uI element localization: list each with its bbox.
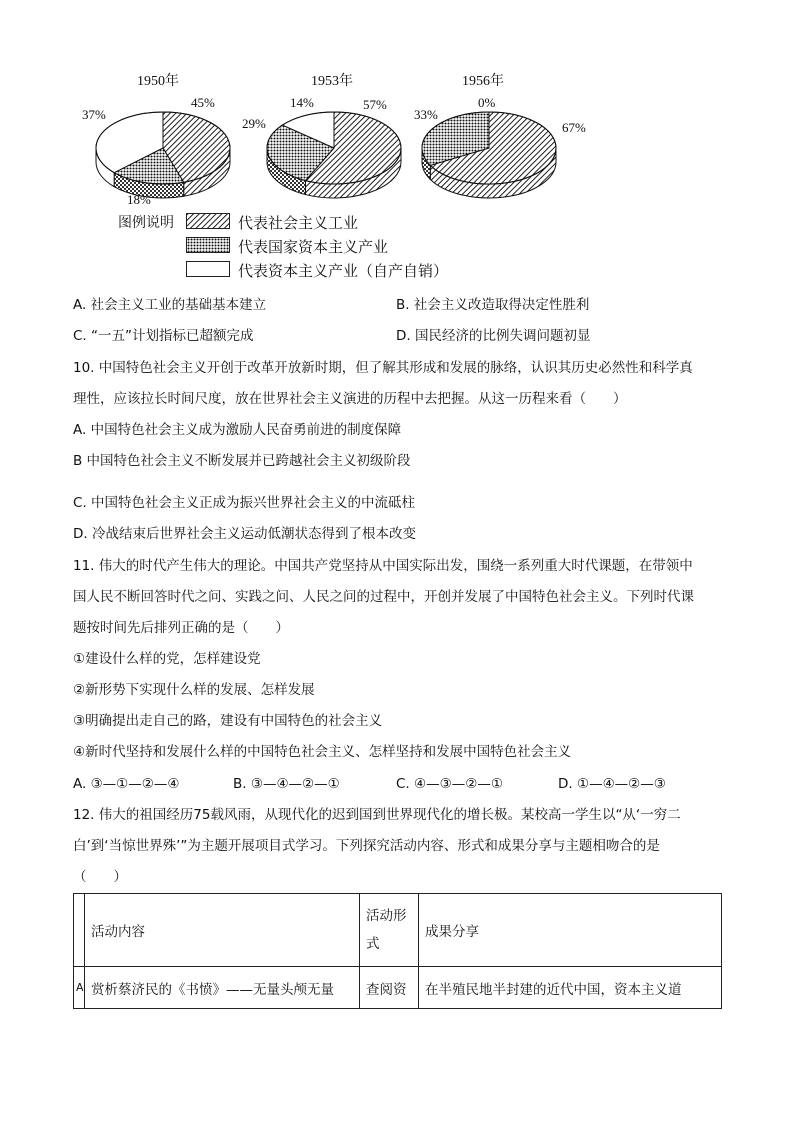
legend-swatch-diagonal	[186, 213, 230, 229]
table-cell: A	[74, 967, 85, 1009]
q9-option-d: D. 国民经济的比例失调问题初显	[396, 328, 591, 344]
pie-1950年	[96, 112, 230, 198]
table-header-cell	[74, 894, 85, 967]
pct-label-1956-capital: 0%	[478, 95, 496, 110]
legend-swatch-blank	[186, 261, 230, 277]
table-header-cell: 活动形 式	[360, 894, 419, 967]
q11-item-2: ②新形势下实现什么样的发展、怎样发展	[73, 682, 315, 698]
q11-item-4: ④新时代坚持和发展什么样的中国特色社会主义、怎样坚持和发展中国特色社会主义	[73, 744, 572, 760]
q10-stem-line-1: 10. 中国特色社会主义开创于改革开放新时期，但了解其形成和发展的脉络，认识其历史必然性和科学真	[73, 360, 693, 376]
q9-option-a: A. 社会主义工业的基础基本建立	[73, 297, 267, 313]
q11-option-b: B. ③—④—②—①	[233, 776, 340, 792]
table-cell: 在半殖民地半封建的近代中国，资本主义道	[419, 967, 722, 1009]
table-cell: 赏析蔡济民的《书愤》——无量头颅无量	[85, 967, 360, 1009]
pie-charts-svg	[0, 62, 794, 272]
chart-year-1953: 1953年	[311, 74, 353, 89]
q11-stem-line-1: 11. 伟大的时代产生伟大的理论。中国共产党坚持从中国实际出发，围绕一系列重大时代课题，在带领中	[73, 558, 693, 574]
q12-table	[73, 893, 722, 1009]
chart-year-1956: 1956年	[462, 74, 504, 89]
pct-label-1956-state-capital: 33%	[414, 107, 438, 122]
pct-label-1950-state-capital: 18%	[127, 192, 151, 207]
legend-label-capital: 代表资本主义产业（自产自销）	[238, 262, 449, 280]
table-cell: 查阅资	[360, 967, 419, 1009]
q11-item-1: ①建设什么样的党，怎样建设党	[73, 651, 261, 667]
table-header-cell: 成果分享	[419, 894, 722, 967]
q10-stem-line-2: 理性，应该拉长时间尺度，放在世界社会主义演进的历程中去把握。从这一历程来看（ ）	[73, 391, 627, 407]
q11-option-c: C. ④—③—②—①	[396, 776, 503, 792]
q12-stem-line-2: 白’到‘当惊世界殊’”为主题开展项目式学习。下列探究活动内容、形式和成果分享与主题相吻合的是	[73, 838, 660, 854]
q10-option-b: B 中国特色社会主义不断发展并已跨越社会主义初级阶段	[73, 453, 411, 469]
table-header-row	[74, 894, 722, 967]
legend-label-industry: 代表社会主义工业	[238, 214, 359, 232]
legend-label-state-capital: 代表国家资本主义产业	[238, 238, 389, 256]
q12-stem-line-1: 12. 伟大的祖国经历75载风雨，从现代化的迟到国到世界现代化的增长极。某校高一学生以“从‘一穷二	[73, 807, 681, 823]
q11-option-a: A. ③—①—②—④	[73, 776, 180, 792]
q10-option-c: C. 中国特色社会主义正成为振兴世界社会主义的中流砥柱	[73, 495, 416, 511]
q11-item-3: ③明确提出走自己的路，建设有中国特色的社会主义	[73, 713, 383, 729]
table-row	[74, 967, 722, 1009]
q11-stem-line-3: 题按时间先后排列正确的是（ ）	[73, 620, 289, 636]
q11-stem-line-2: 国人民不断回答时代之问、实践之问、人民之问的过程中，开创并发展了中国特色社会主义。下列时代课	[73, 589, 694, 605]
pie-1956年	[422, 112, 556, 198]
pct-label-1950-industry: 45%	[191, 95, 215, 110]
pie-1953年	[267, 112, 401, 198]
q10-option-d: D. 冷战结束后世界社会主义运动低潮状态得到了根本改变	[73, 526, 416, 542]
chart-year-1950: 1950年	[137, 74, 179, 89]
pct-label-1953-state-capital: 29%	[242, 116, 266, 131]
q12-stem-line-3: （ ）	[73, 869, 127, 885]
q9-option-c: C. “一五”计划指标已超额完成	[73, 328, 254, 344]
q11-option-d: D. ①—④—②—③	[558, 776, 666, 792]
legend-swatch-dots	[186, 237, 230, 253]
pct-label-1953-capital: 14%	[290, 95, 314, 110]
q10-option-a: A. 中国特色社会主义成为激励人民奋勇前进的制度保障	[73, 422, 402, 438]
table-header-cell: 活动内容	[85, 894, 360, 967]
pct-label-1950-capital: 37%	[82, 107, 106, 122]
pct-label-1953-industry: 57%	[363, 97, 387, 112]
q9-option-b: B. 社会主义改造取得决定性胜利	[396, 297, 590, 313]
legend-title: 图例说明	[118, 215, 174, 231]
pct-label-1956-industry: 67%	[562, 120, 586, 135]
